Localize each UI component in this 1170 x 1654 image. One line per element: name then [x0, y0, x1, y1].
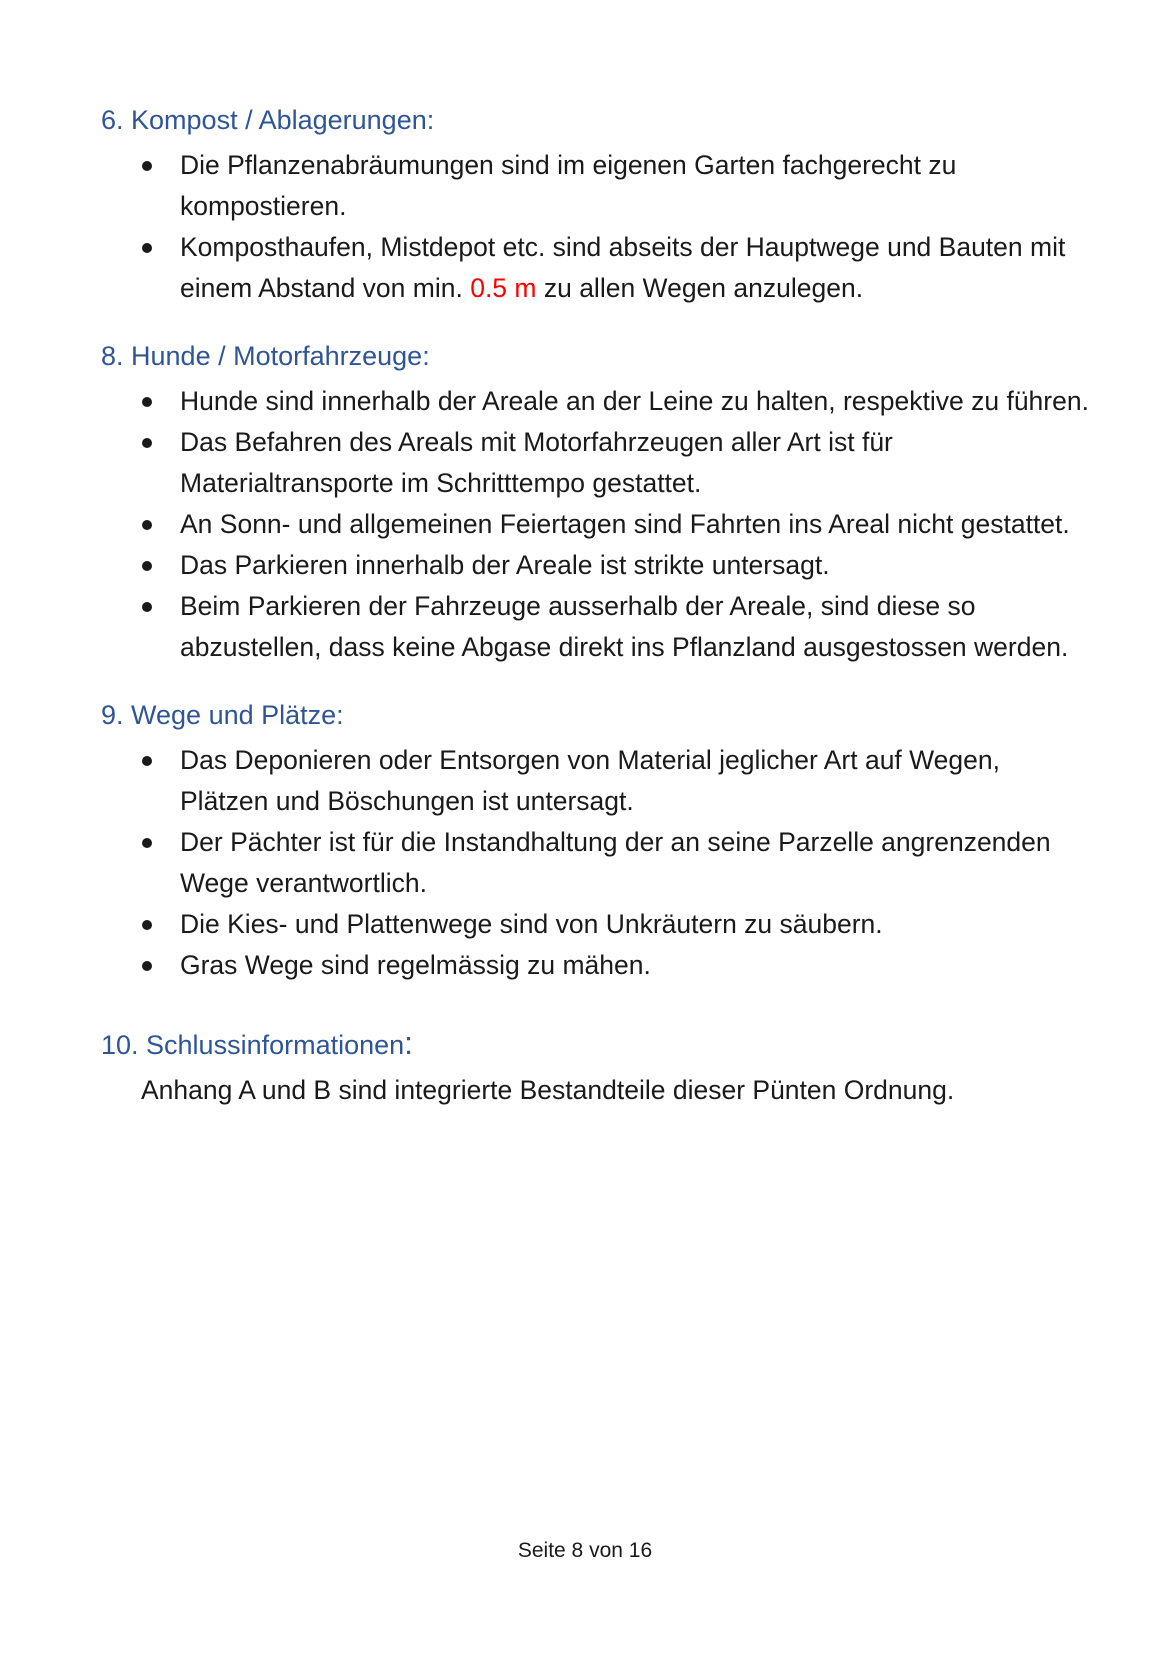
list-item-text: Die Kies- und Plattenwege sind von Unkräutern zu säubern.: [180, 909, 883, 939]
list-item-text: An Sonn- und allgemeinen Feiertagen sind Fahrten ins Areal nicht gestattet.: [180, 509, 1070, 539]
list-item: [101, 945, 1091, 986]
section-heading-hunde: 8. Hunde / Motorfahrzeuge:: [101, 341, 430, 371]
section-heading-schluss: [101, 1020, 1091, 1068]
list-item-text: zu allen Wegen anzulegen.: [536, 273, 864, 303]
list-item: [101, 381, 1091, 422]
bullet-list-kompost: [101, 145, 1091, 309]
bullet-icon: [142, 561, 152, 571]
highlighted-distance: 0.5 m: [470, 273, 537, 303]
list-item-text: Das Befahren des Areals mit Motorfahrzeugen aller Art ist für Materialtransporte im Schritttempo gestattet.: [180, 427, 893, 498]
section-schluss: [101, 1020, 1091, 1111]
bullet-icon: [142, 520, 152, 530]
heading-colon: :: [404, 1025, 414, 1061]
bullet-icon: [142, 438, 152, 448]
list-item: [101, 545, 1091, 586]
bullet-list-hunde: [101, 381, 1091, 668]
list-item-text: Das Deponieren oder Entsorgen von Material jeglicher Art auf Wegen, Plätzen und Böschungen ist untersagt.: [180, 745, 1000, 816]
bullet-icon: [142, 756, 152, 766]
section-wege: [101, 692, 1091, 986]
list-item: [101, 504, 1091, 545]
section-heading-text: 10. Schlussinformationen: [101, 1030, 405, 1060]
list-item-text: Hunde sind innerhalb der Areale an der Leine zu halten, respektive zu führen.: [180, 386, 1089, 416]
page-number-footer: Seite 8 von 16: [517, 1539, 653, 1562]
list-item-text: Komposthaufen, Mistdepot etc. sind abseits der Hauptwege und Bauten mit einem Abstand von min.: [180, 232, 1066, 303]
list-item: [101, 227, 1091, 309]
bullet-icon: [142, 920, 152, 930]
bullet-icon: [142, 161, 152, 171]
closing-paragraph: Anhang A und B sind integrierte Bestandteile dieser Pünten Ordnung.: [141, 1075, 955, 1105]
list-item: [101, 822, 1091, 904]
list-item-text: Das Parkieren innerhalb der Areale ist strikte untersagt.: [180, 550, 830, 580]
section-kompost: [101, 97, 1091, 309]
list-item-text: Gras Wege sind regelmässig zu mähen.: [180, 950, 651, 980]
list-item: [101, 740, 1091, 822]
bullet-icon: [142, 397, 152, 407]
bullet-icon: [142, 838, 152, 848]
section-heading-wege: 9. Wege und Plätze:: [101, 700, 344, 730]
list-item: [101, 145, 1091, 227]
bullet-list-wege: [101, 740, 1091, 986]
list-item-text: Beim Parkieren der Fahrzeuge ausserhalb der Areale, sind diese so abzustellen, dass keine Abgase direkt ins Pflanzland ausgestossen werden.: [180, 591, 1069, 662]
bullet-icon: [142, 243, 152, 253]
bullet-icon: [142, 961, 152, 971]
list-item-text: Die Pflanzenabräumungen sind im eigenen Garten fachgerecht zu kompostieren.: [180, 150, 957, 221]
bullet-icon: [142, 602, 152, 612]
list-item: [101, 422, 1091, 504]
list-item: [101, 904, 1091, 945]
section-heading-kompost: 6. Kompost / Ablagerungen:: [101, 105, 435, 135]
section-hunde: [101, 333, 1091, 668]
page-content: [101, 97, 1091, 1111]
list-item-text: Der Pächter ist für die Instandhaltung der an seine Parzelle angrenzenden Wege verantwortlich.: [180, 827, 1051, 898]
list-item: [101, 586, 1091, 668]
